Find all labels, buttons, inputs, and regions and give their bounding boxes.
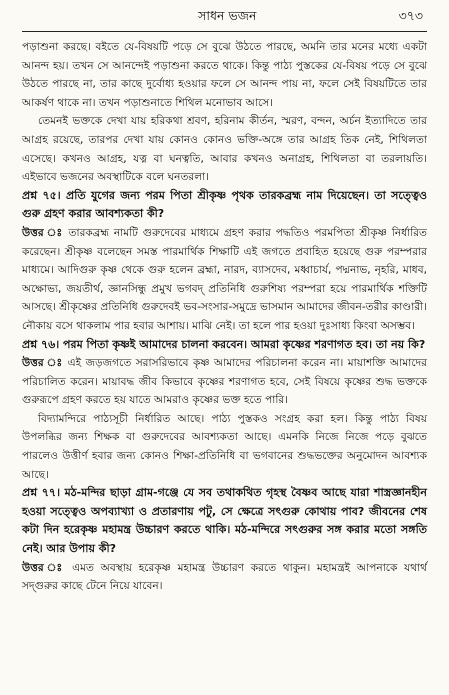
paragraph-text: এই জড়জগতে সরাসরিভাবে কৃষ্ণ আমাদের পরিচালনা করেন না। মায়াশক্তি আমাদের পরিচালিত করেন। মায়াবদ্ধ জীব কিভাবে কৃষ্ণের শরণাগত হবে, সেই বিষয়ে কৃষ্ণের শুদ্ধ ভক্তকে গুরুরূপে গ্রহণ করতে হয় যাতে আমরাও কৃষ্ণের ভক্ত হতে পারি। — [22, 357, 427, 407]
answer-paragraph — [22, 354, 427, 410]
question-paragraph — [22, 484, 427, 558]
running-header — [22, 6, 427, 32]
question-paragraph — [22, 187, 427, 224]
paragraph-text: তেমনই ভক্তকে দেখা যায় হরিকথা শ্রবণ, হরিনাম কীর্তন, স্মরণ, বন্দন, অর্চন ইত্যাদিতে তার আগ্রহ রয়েছে, তারপর দেখা যায় কোনও কোনও ভক্তি-অঙ্গে তার আগ্রহ তিক নেই, শিথিলতা এসেছে। কখনও আগ্রহ, যত্ন বা ঘনত্বতি, আবার কখনও অনাগ্রহ, শিথিলতা বা তরলায়তি। এইভাবে ভজনের অবস্থাটিকে বলে ঘনতরলা। — [22, 115, 427, 184]
question-paragraph — [22, 336, 427, 355]
answer-label: উত্তর ঃ — [22, 561, 66, 574]
answer-paragraph — [22, 559, 427, 596]
paragraph-text: এমত অবস্থায় হরেকৃষ্ণ মহামন্ত্র উচ্চারণ করতে থাকুন। মহামন্ত্রই আপনাকে যথার্থ সদ্গুরুর কাছে টেনে নিয়ে যাবেন। — [22, 561, 427, 593]
page-header-title: সাধন ভজন — [198, 8, 257, 23]
page-number: ৩৭৩ — [398, 8, 423, 23]
body-paragraph — [22, 410, 427, 484]
answer-label: উত্তর ঃ — [22, 226, 64, 239]
answer-label: উত্তর ঃ — [22, 357, 64, 370]
question-label: প্রশ্ন ৭৬। — [22, 337, 60, 351]
paragraph-text: মঠ-মন্দির ছাড়া গ্রাম-গঞ্জে যে সব তথাকথিত গৃহস্থ বৈষ্ণব আছে যারা শাস্ত্রজ্ঞানহীন হওয়া সত্ত্বেও অপব্যাখ্যা ও প্রতারণায় পটু, সে ক্ষেত্রে সৎগুরু কোথায় পাব? জীবনের শেষ কটা দিন হরেকৃষ্ণ মহামন্ত্র উচ্চারণ করতে থাকি। মঠ-মন্দিরে সৎগুরুর সঙ্গ করার মতো সঙ্গতি নেই। আর উপায় কী? — [22, 486, 427, 556]
paragraph-text: প্রতি যুগের জন্য পরম পিতা শ্রীকৃষ্ণ পৃথক তারকব্রহ্ম নাম দিয়েছেন। তা সত্ত্বেও গুরু গ্রহণ করার আবশ্যকতা কী? — [22, 188, 427, 221]
paragraph-text: তারকব্রহ্ম নামটি গুরুদেবের মাধ্যমে গ্রহণ করার পদ্ধতিও পরমপিতা শ্রীকৃষ্ণ নির্ধারিত করেছেন। শ্রীকৃষ্ণ বলেছেন সমস্ত পারমার্থিক শিক্ষাটি এই জগতে প্রবাহিত হয়েছে গুরু পরম্পরার মাধ্যমে। আদিগুরু কৃষ্ণ থেকে গুরু হলেন ব্রহ্মা, নারদ, ব্যাসদেব, মধ্বাচার্য, পদ্মনাভ, নৃহরি, মাধব, অক্ষোভ্য, জয়তীর্থ, জ্ঞানসিন্ধু প্রমুখ ভগবদ্ প্রতিনিধি গুরুশিষ্য পরম্পরা হয়ে পারমার্থিক শক্তিটি আসছে। শ্রীকৃষ্ণের প্রতিনিধি গুরুদেবই ভব-সংসার-সমুদ্রে ভাসমান আমাদের জীবন-তরীর কাণ্ডারী। নৌকায় বসে থাকলাম পার হবার আশায়। মাঝি নেই। তা হলে পার হওয়া দুঃসাধ্য কিংবা অসম্ভব। — [22, 226, 427, 332]
paragraph-text: বিদ্যামন্দিরে পাঠ্যসূচী নির্ধারিত আছে। পাঠ্য পুস্তকও সংগ্রহ করা হল। কিন্তু পাঠ্য বিষয় উপলব্ধির জন্য শিক্ষক বা গুরুদেবের আবশ্যকতা আছে। এমনকি নিজে নিজে পড়ে বুঝতে পারলেও উত্তীর্ণ হবার জন্য কোনও শিক্ষা-প্রতিনিধি বা ভগবানের শুদ্ধভক্তের অনুমোদন আবশ্যক আছে। — [22, 412, 427, 481]
question-label: প্রশ্ন ৭৭। — [22, 486, 61, 500]
paragraph-text: পড়াশুনা করছে। বইতে যে-বিষয়টি পড়ে সে বুঝে উঠতে পারছে, অমনি তার মনের মধ্যে একটা আনন্দ হয়। তখন সে আনন্দেই পড়াশুনা করতে থাকে। কিন্তু পাঠ্য পুস্তকের যে-বিষয় পড়ে সে বুঝে উঠতে পারছে না, তার কাছে দুর্বোধ্য হওয়ার ফলে সে আনন্দ পায় না, ফলে সেই বিষয়টিতে তার আকর্ষণ থাকে না। তখন পড়াশুনাতে শিথিল মনোভাব আসে। — [22, 41, 428, 109]
body-paragraph — [22, 38, 427, 112]
answer-paragraph — [22, 224, 427, 336]
page-body — [22, 38, 427, 596]
body-paragraph — [22, 112, 427, 186]
question-label: প্রশ্ন ৭৫। — [22, 188, 61, 202]
paragraph-text: পরম পিতা কৃষ্ণই আমাদের চালনা করবেন। আমরা কৃষ্ণের শরণাগত হব। তা নয় কি? — [63, 337, 426, 351]
